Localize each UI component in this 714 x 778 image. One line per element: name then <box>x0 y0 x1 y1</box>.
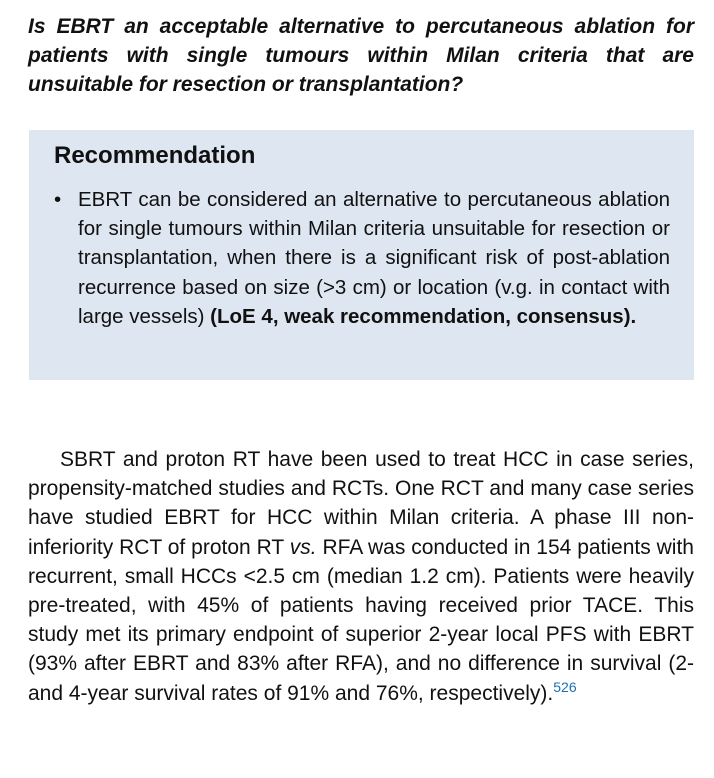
recommendation-strength: (LoE 4, weak recommendation, consensus). <box>210 304 637 328</box>
recommendation-item <box>78 185 670 331</box>
recommendation-box <box>29 130 694 380</box>
body-text-part1: SBRT and proton RT have been used to treat HCC in case series, propensity-matched studies and RCTs. One RCT and many case series have studied EBRT for HCC within Milan criteria. A phase III non-inferiority RCT of proton RT <box>28 448 694 559</box>
recommendation-text: EBRT can be considered an alternative to percutaneous ablation for single tumours within Milan criteria unsuitable for resection or transplantation, when there is a significant risk of post-ablation recurrence based on size (>3 cm) or location (v.g. in contact with large vessels) <box>78 188 670 328</box>
recommendation-title: Recommendation <box>54 142 256 169</box>
question-heading: Is EBRT an acceptable alternative to percutaneous ablation for patients with single tumours within Milan criteria that are unsuitable for resection or transplantation? <box>28 15 694 96</box>
reference-link[interactable]: 526 <box>553 678 577 695</box>
body-text-vs: vs. <box>289 535 317 559</box>
body-paragraph <box>28 445 694 708</box>
bullet-marker: • <box>54 188 62 211</box>
body-text-part2: RFA was conducted in 154 patients with recurrent, small HCCs <2.5 cm (median 1.2 cm). Patients were heavily pre-treated, with 45% of patients having received prior TACE. This study met its primary endpoint of superior 2-year local PFS with EBRT (93% after EBRT and 83% after RFA), and no difference in survival (2- and 4-year survival rates of 91% and 76%, respectively). <box>28 535 694 705</box>
